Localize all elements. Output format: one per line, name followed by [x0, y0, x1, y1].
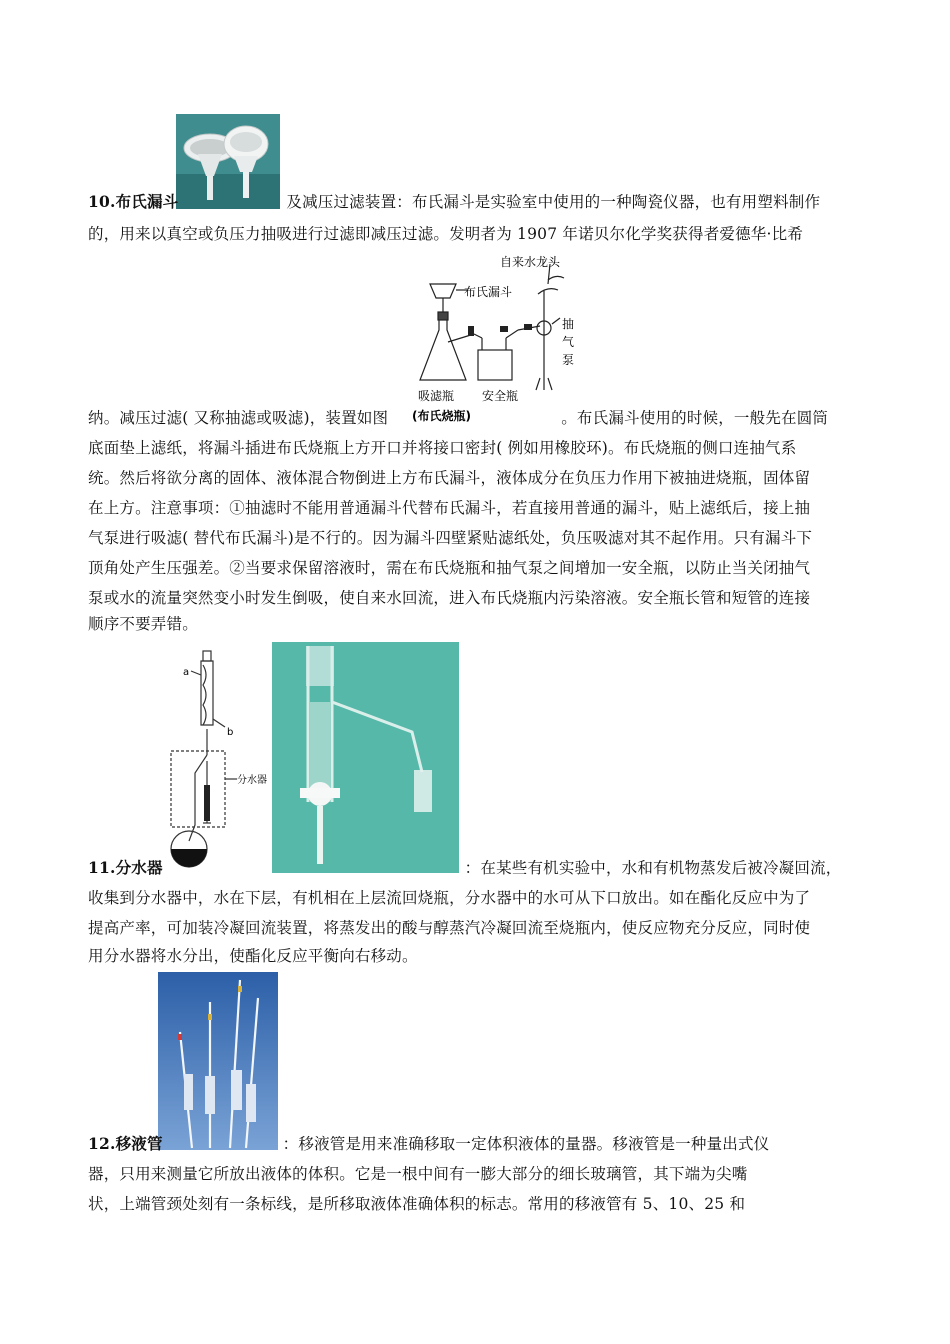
pipettes-photo — [158, 972, 278, 1150]
section11-line-4: 用分水器将水分出，使酯化反应平衡向右移动。 — [88, 947, 418, 965]
label-flask-alt: (布氏烧瓶) — [412, 409, 471, 423]
section10-line-4: 底面垫上滤纸，将漏斗插进布氏烧瓶上方开口并将接口密封( 例如用橡胶环)。布氏烧瓶的侧口连抽气系 — [88, 439, 797, 457]
label-flask: 吸滤瓶 — [418, 389, 455, 403]
section11-heading: 11.分水器 — [88, 858, 163, 877]
section10-line-2: 的，用来以真空或负压力抽吸进行过滤即减压过滤。发明者为 1907 年诺贝尔化学奖获得者爱德华·比希 — [88, 225, 804, 243]
label-tap: 自来水龙头 — [500, 255, 561, 269]
section10-line-8: 顶角处产生压强差。②当要求保留溶液时，需在布氏烧瓶和抽气泵之间增加一安全瓶，以防止当关闭抽气 — [88, 559, 811, 577]
section12-line-2: 器，只用来测量它所放出液体的体积。它是一根中间有一膨大部分的细长玻璃管，其下端为尖嘴 — [88, 1165, 748, 1183]
section10-line-1: 10.布氏漏斗 及减压过滤装置：布氏漏斗是实验室中使用的一种陶瓷仪器，也有用塑料制作 — [88, 192, 821, 211]
section12-heading: 12.移液管 — [88, 1134, 163, 1153]
section10-line-9: 泵或水的流量突然变小时发生倒吸，使自来水回流，进入布氏烧瓶内污染溶液。安全瓶长管和短管的连接 — [88, 589, 811, 607]
section11-line-1: 11.分水器 ：在某些有机实验中，水和有机物蒸发后被冷凝回流， — [88, 858, 842, 877]
section10-line-10: 顺序不要弄错。 — [88, 615, 198, 633]
label-a: a — [183, 667, 190, 678]
section12-line-1: 12.移液管 ：移液管是用来准确移取一定体积液体的量器。移液管是一种量出式仪 — [88, 1134, 770, 1153]
label-funnel: 布氏漏斗 — [464, 285, 513, 299]
label-b: b — [227, 727, 234, 738]
section11-line-3: 提高产率，可加装冷凝回流装置，将蒸发出的酸与醇蒸汽冷凝回流至烧瓶内，使反应物充分反应，同时使 — [88, 919, 811, 937]
section10-line-6: 在上方。注意事项：①抽滤时不能用普通漏斗代替布氏漏斗，若直接用普通的漏斗，贴上滤纸后，接上抽 — [88, 499, 811, 517]
label-pump: 抽气泵 — [562, 317, 575, 367]
section12-line-3: 状，上端管颈处刻有一条标线，是所移取液体准确体积的标志。常用的移液管有 5、10、25 和 — [88, 1195, 746, 1213]
suction-filtration-diagram — [408, 250, 584, 428]
water-separator-diagram — [165, 645, 273, 873]
label-safety: 安全瓶 — [482, 389, 519, 403]
water-separator-photo — [272, 642, 459, 873]
section10-heading: 10.布氏漏斗 — [88, 192, 179, 211]
label-separator: 分水器 — [237, 775, 267, 786]
section10-line-5: 统。然后将欲分离的固体、液体混合物倒进上方布氏漏斗，液体成分在负压力作用下被抽进烧瓶，固体留 — [88, 469, 811, 487]
section10-line-7: 气泵进行吸滤( 替代布氏漏斗)是不行的。因为漏斗四壁紧贴滤纸处，负压吸滤对其不起作用。只有漏斗下 — [88, 529, 813, 547]
section11-line-2: 收集到分水器中，水在下层，有机相在上层流回烧瓶，分水器中的水可从下口放出。如在酯化反应中为了 — [88, 889, 811, 907]
section10-line-3: 纳。减压过滤( 又称抽滤或吸滤)，装置如图 。布氏漏斗使用的时候，一般先在圆筒 — [88, 409, 829, 427]
